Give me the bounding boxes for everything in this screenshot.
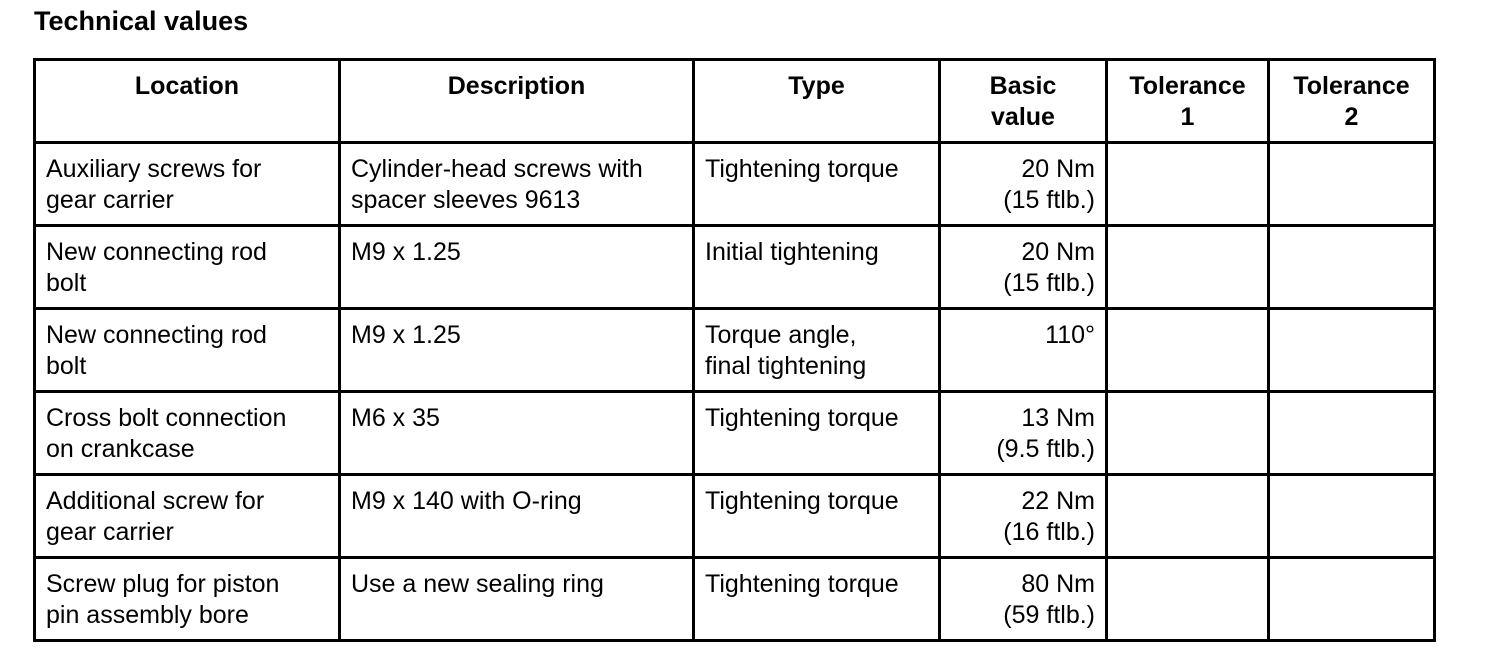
type-cell (694, 309, 940, 392)
basic-value-line: 13 Nm (1021, 404, 1095, 432)
tolerance-1-cell (1107, 143, 1269, 226)
tolerance-2-cell (1269, 226, 1435, 309)
type-line: Tightening torque (705, 155, 899, 183)
type-cell (694, 226, 940, 309)
table-row (35, 392, 1435, 475)
header-basic-value (940, 60, 1107, 143)
type-line: Torque angle, (705, 321, 857, 349)
type-line: Tightening torque (705, 570, 899, 598)
description-cell (340, 226, 694, 309)
type-cell (694, 392, 940, 475)
basic-value-line: 22 Nm (1021, 487, 1095, 515)
table-row (35, 226, 1435, 309)
location-line: Cross bolt connection (46, 404, 287, 432)
location-cell (35, 143, 340, 226)
type-cell (694, 475, 940, 558)
basic-value-cell (940, 226, 1107, 309)
description-line: Use a new sealing ring (351, 570, 604, 598)
type-line: Tightening torque (705, 404, 899, 432)
basic-value-line: 20 Nm (1021, 155, 1095, 183)
header-location (35, 60, 340, 143)
basic-value-line: 110° (1045, 321, 1095, 349)
location-line: Additional screw for (46, 487, 265, 515)
tolerance-2-cell (1269, 309, 1435, 392)
location-line: New connecting rod (46, 321, 267, 349)
basic-value-cell (940, 558, 1107, 641)
header-tolerance-2-line: Tolerance (1293, 72, 1410, 100)
location-line: gear carrier (46, 518, 174, 546)
header-tolerance-2 (1269, 60, 1435, 143)
tolerance-2-cell (1269, 558, 1435, 641)
description-cell (340, 309, 694, 392)
basic-value-cell (940, 475, 1107, 558)
description-line: spacer sleeves 9613 (351, 186, 581, 214)
tolerance-2-cell (1269, 475, 1435, 558)
header-tolerance-1 (1107, 60, 1269, 143)
table-row (35, 558, 1435, 641)
location-line: New connecting rod (46, 238, 267, 266)
type-line: Initial tightening (705, 238, 879, 266)
tolerance-1-cell (1107, 558, 1269, 641)
location-cell (35, 392, 340, 475)
tolerance-1-cell (1107, 226, 1269, 309)
header-basic-value-line: value (991, 103, 1055, 131)
location-line: pin assembly bore (46, 601, 249, 629)
description-line: M9 x 1.25 (351, 238, 461, 266)
basic-value-cell (940, 143, 1107, 226)
header-basic-value-line: Basic (989, 72, 1057, 100)
tolerance-1-cell (1107, 475, 1269, 558)
location-line: bolt (46, 269, 87, 297)
technical-values-table (33, 58, 1436, 642)
table-row (35, 309, 1435, 392)
basic-value-line: (9.5 ftlb.) (996, 435, 1095, 463)
basic-value-line: (15 ftlb.) (1003, 186, 1095, 214)
header-description (340, 60, 694, 143)
basic-value-cell (940, 392, 1107, 475)
header-tolerance-1-line: 1 (1180, 103, 1195, 131)
type-cell (694, 143, 940, 226)
location-line: on crankcase (46, 435, 195, 463)
header-type (694, 60, 940, 143)
tolerance-1-cell (1107, 392, 1269, 475)
description-cell (340, 475, 694, 558)
description-line: M9 x 1.25 (351, 321, 461, 349)
basic-value-line: (16 ftlb.) (1003, 518, 1095, 546)
header-tolerance-1-line: Tolerance (1129, 72, 1246, 100)
header-location-label: Location (134, 72, 240, 100)
location-line: Auxiliary screws for (46, 155, 262, 183)
header-description-label: Description (447, 72, 586, 100)
location-line: gear carrier (46, 186, 174, 214)
description-cell (340, 392, 694, 475)
basic-value-cell (940, 309, 1107, 392)
page-title: Technical values (34, 6, 249, 36)
table-row (35, 143, 1435, 226)
description-line: M6 x 35 (351, 404, 440, 432)
description-cell (340, 558, 694, 641)
basic-value-line: (15 ftlb.) (1003, 269, 1095, 297)
location-cell (35, 475, 340, 558)
location-cell (35, 558, 340, 641)
table-header-row (35, 60, 1435, 143)
location-cell (35, 309, 340, 392)
tolerance-1-cell (1107, 309, 1269, 392)
tolerance-2-cell (1269, 143, 1435, 226)
header-type-label: Type (788, 72, 845, 100)
description-line: Cylinder-head screws with (351, 155, 643, 183)
table-row (35, 475, 1435, 558)
basic-value-line: 20 Nm (1021, 238, 1095, 266)
header-tolerance-2-line: 2 (1344, 103, 1359, 131)
location-line: Screw plug for piston (46, 570, 280, 598)
type-cell (694, 558, 940, 641)
location-line: bolt (46, 352, 87, 380)
tolerance-2-cell (1269, 392, 1435, 475)
basic-value-line: (59 ftlb.) (1003, 601, 1095, 629)
type-line: final tightening (705, 352, 867, 380)
description-cell (340, 143, 694, 226)
type-line: Tightening torque (705, 487, 899, 515)
location-cell (35, 226, 340, 309)
description-line: M9 x 140 with O-ring (351, 487, 582, 515)
basic-value-line: 80 Nm (1021, 570, 1095, 598)
